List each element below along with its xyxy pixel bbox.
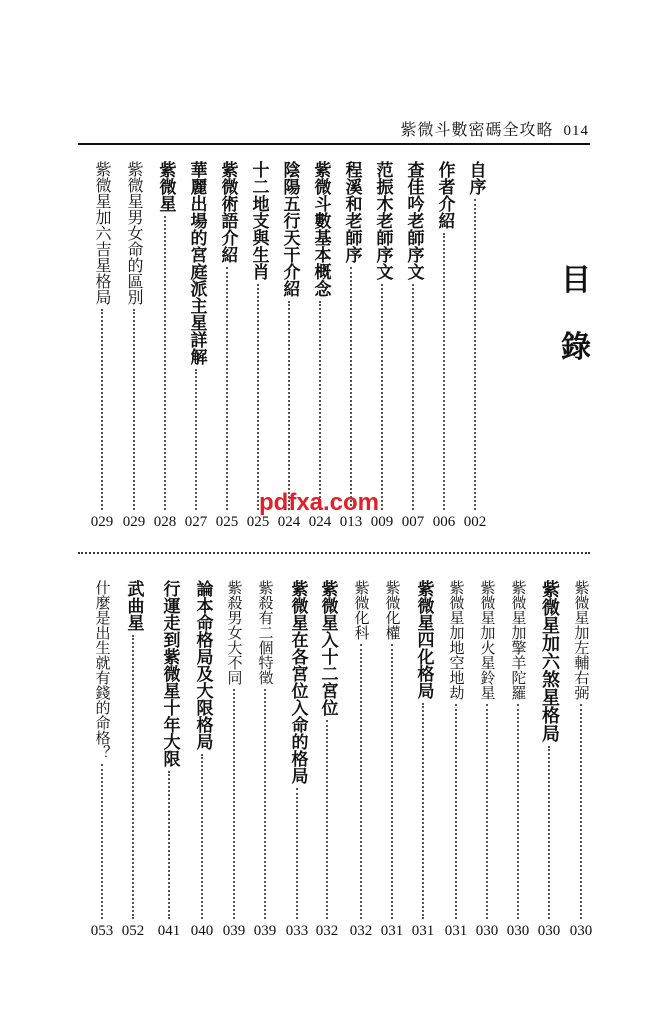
toc-entry-page: 025 [215,514,239,530]
section-divider [78,552,590,554]
dot-leader [233,689,235,919]
toc-entry[interactable] [183,161,209,531]
toc-entry-page: 033 [285,923,309,939]
toc-entry-page: 029 [122,514,146,530]
dot-leader [288,301,290,510]
toc-entry[interactable] [152,161,178,531]
toc-entry-page: 030 [506,923,530,939]
toc-entry-title: 紫微化權 [383,580,402,640]
dot-leader [474,199,476,510]
toc-entry[interactable] [89,580,115,940]
page-header [400,117,589,140]
toc-entry-page: 030 [569,923,593,939]
dot-leader [296,788,298,919]
toc-entry-page: 039 [222,923,246,939]
toc-entry-page: 024 [308,514,332,530]
toc-entry[interactable] [400,161,426,531]
dot-leader [350,267,352,510]
toc-entry-title: 紫殺有二個特徵 [256,580,275,685]
toc-entry[interactable] [474,580,500,940]
toc-entry[interactable] [189,580,215,940]
toc-entry-title: 自序 [465,161,486,195]
toc-entry-page: 027 [184,514,208,530]
toc-entry-title: 紫微星加左輔右弼 [572,580,591,700]
toc-entry-page: 031 [444,923,468,939]
dot-leader [381,284,383,510]
toc-entry-page: 029 [90,514,114,530]
toc-entry-title: 紫微術語介紹 [217,161,238,263]
toc-entry-title: 紫微化科 [352,580,371,640]
toc-entry-page: 040 [190,923,214,939]
dot-leader [319,301,321,510]
toc-entry-title: 紫微星加六煞星格局 [539,580,560,742]
toc-entry-title: 紫微星加擎羊陀羅 [509,580,528,700]
toc-entry[interactable] [284,580,310,940]
toc-entry[interactable] [245,161,271,531]
dot-leader [226,267,228,510]
toc-entry[interactable] [431,161,457,531]
toc-entry[interactable] [89,161,115,531]
toc-entry-title: 范振木老師序文 [372,161,393,280]
toc-entry[interactable] [462,161,488,531]
dot-leader [101,764,103,919]
toc-entry[interactable] [568,580,594,940]
dot-leader [101,309,103,510]
toc-entry-page: 032 [349,923,373,939]
toc-entry[interactable] [214,161,240,531]
toc-entry-title: 程溪和老師序 [341,161,362,263]
toc-entry-title: 紫微星男女命的區別 [125,161,144,305]
toc-entry[interactable] [121,161,147,531]
dot-leader [422,703,424,919]
toc-entry[interactable] [156,580,182,940]
toc-entry-page: 002 [463,514,487,530]
toc-entry-title: 華麗出場的宮庭派主星詳解 [186,161,207,365]
dot-leader [264,689,266,919]
dot-leader [580,704,582,919]
dot-leader [548,746,550,919]
toc-entry[interactable] [120,580,146,940]
toc-entry-page: 032 [315,923,339,939]
toc-entry-page: 031 [411,923,435,939]
toc-entry[interactable] [443,580,469,940]
toc-entry-title: 查佳吟老師序文 [403,161,424,280]
toc-entry-title: 武曲星 [123,580,144,631]
dot-leader [195,369,197,510]
toc-entry-page: 053 [90,923,114,939]
toc-entry[interactable] [410,580,436,940]
dot-leader [164,216,166,510]
toc-entry[interactable] [348,580,374,940]
page-number: 014 [563,123,589,139]
dot-leader [201,754,203,919]
dot-leader [132,635,134,919]
toc-entry[interactable] [252,580,278,940]
toc-entry[interactable] [221,580,247,940]
toc-entry-page: 030 [537,923,561,939]
toc-entry-title: 紫微星加六吉星格局 [93,161,112,305]
toc-entry-title: 紫微星在各宮位入命的格局 [287,580,308,784]
dot-leader [168,771,170,919]
toc-entry-page: 052 [121,923,145,939]
dot-leader [326,720,328,919]
toc-entry-title: 作者介紹 [434,161,455,229]
toc-entry[interactable] [379,580,405,940]
toc-entry-page: 024 [277,514,301,530]
toc-entry-page: 039 [253,923,277,939]
dot-leader [133,309,135,510]
dot-leader [391,644,393,919]
toc-entry[interactable] [276,161,302,531]
toc-entry-page: 006 [432,514,456,530]
toc-entry-title: 紫微斗數基本概念 [310,161,331,297]
header-rule [78,143,590,145]
toc-entry-title: 紫微星四化格局 [413,580,434,699]
book-title: 紫微斗數密碼全攻略 [400,120,554,139]
toc-entry-page: 031 [380,923,404,939]
watermark: pdfxa.com [259,489,380,516]
toc-entry[interactable] [307,161,333,531]
dot-leader [412,284,414,510]
toc-entry-page: 009 [370,514,394,530]
toc-entry-page: 041 [157,923,181,939]
toc-entry[interactable] [369,161,395,531]
dot-leader [443,233,445,510]
dot-leader [486,704,488,919]
toc-entry-page: 028 [153,514,177,530]
toc-entry[interactable] [536,580,562,940]
toc-entry-title: 紫微星加地空地劫 [447,580,466,700]
toc-entry-page: 030 [475,923,499,939]
dot-leader [360,644,362,919]
toc-entry-page: 013 [339,514,363,530]
toc-entry-page: 007 [401,514,425,530]
toc-entry[interactable] [338,161,364,531]
toc-entry-title: 紫殺男女大不同 [225,580,244,685]
contents-heading-char-2: 錄 [561,330,591,365]
toc-entry-title: 什麼是出生就有錢的命格？ [93,580,112,760]
dot-leader [257,284,259,510]
dot-leader [517,704,519,919]
contents-heading-char-1: 目 [561,263,591,298]
toc-entry-title: 紫微星入十二宮位 [317,580,338,716]
toc-entry-title: 論本命格局及大限格局 [192,580,213,750]
toc-entry[interactable] [505,580,531,940]
toc-entry-title: 紫微星 [155,161,176,212]
toc-entry-title: 陰陽五行天干介紹 [279,161,300,297]
toc-entry-title: 行運走到紫微星十年大限 [159,580,180,767]
dot-leader [455,704,457,919]
toc-entry-page: 025 [246,514,270,530]
toc-entry[interactable] [314,580,340,940]
toc-entry-title: 十二地支與生肖 [248,161,269,280]
toc-entry-title: 紫微星加火星鈴星 [478,580,497,700]
